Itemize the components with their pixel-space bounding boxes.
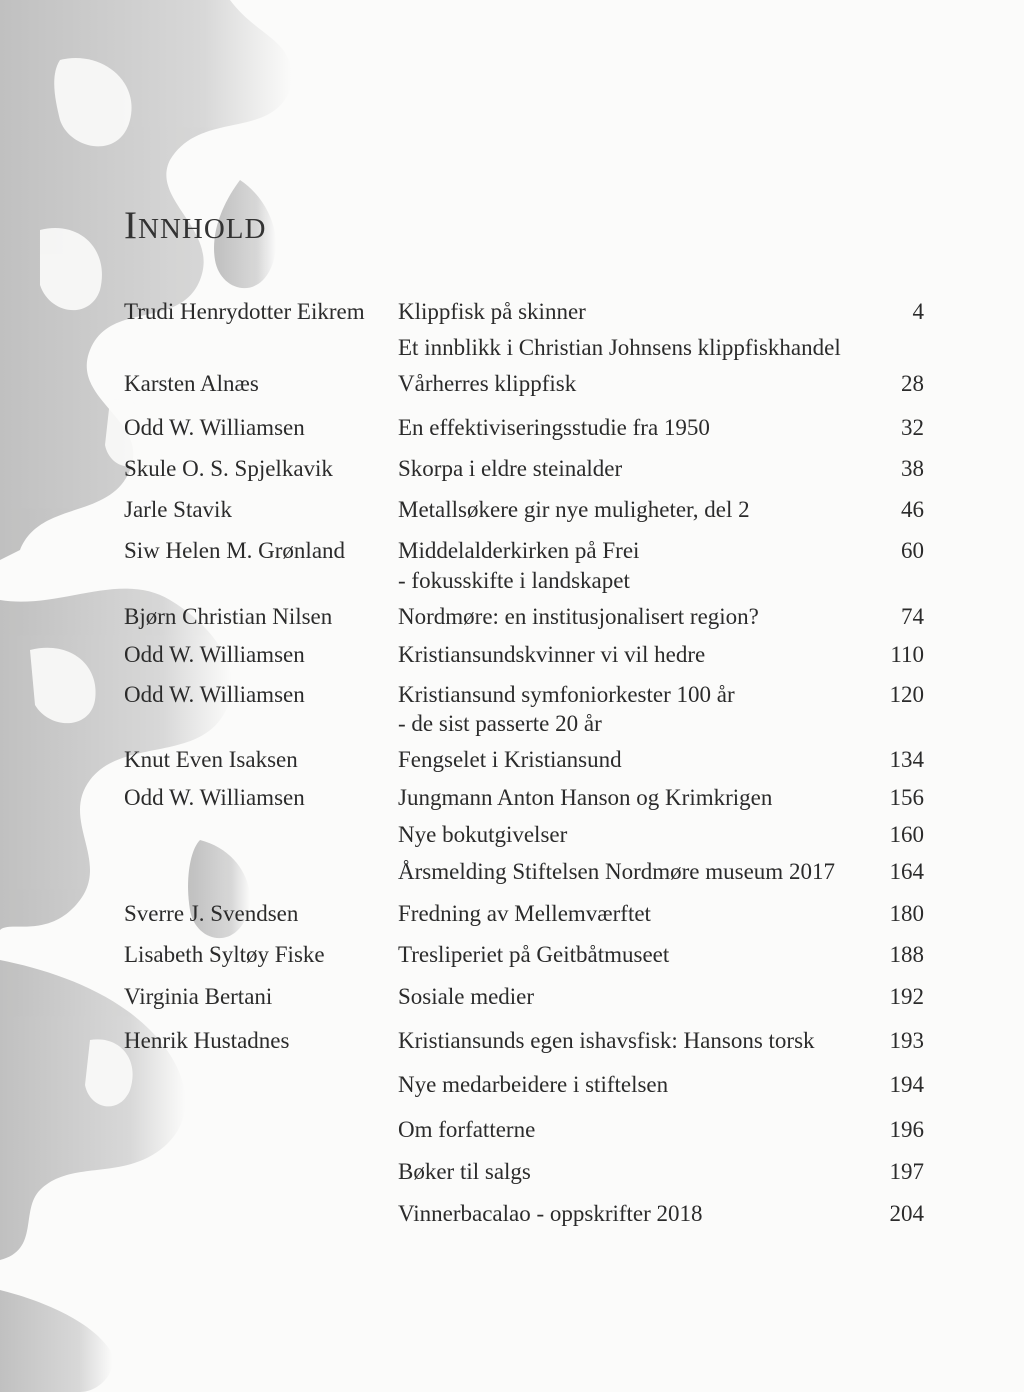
toc-page-number: 193 (889, 1028, 924, 1053)
toc-title: Fredning av Mellemværftet (398, 901, 651, 926)
toc-author: Knut Even Isaksen (124, 747, 298, 772)
toc-title: Årsmelding Stiftelsen Nordmøre museum 2017 (398, 859, 835, 884)
toc-author: Sverre J. Svendsen (124, 901, 299, 926)
toc-author: Siw Helen M. Grønland (124, 538, 346, 563)
toc-title: Klippfisk på skinner (398, 299, 586, 324)
toc-page-number: 38 (901, 456, 924, 481)
page-title-initial: I (124, 204, 138, 247)
toc-page-number: 4 (912, 299, 924, 324)
toc-title: Fengselet i Kristiansund (398, 747, 622, 772)
page-title-rest: NNHOLD (138, 213, 267, 245)
toc-title: Om forfatterne (398, 1117, 536, 1142)
toc-author: Odd W. Williamsen (124, 415, 305, 440)
toc-page-number: 204 (889, 1201, 924, 1226)
toc-author: Jarle Stavik (124, 497, 232, 522)
toc-author: Skule O. S. Spjelkavik (124, 456, 333, 481)
toc-title: Nye bokutgivelser (398, 822, 568, 847)
toc-title: Nye medarbeidere i stiftelsen (398, 1072, 669, 1097)
toc-subtitle: Et innblikk i Christian Johnsens klippfiskhandel (398, 335, 841, 360)
toc-page-number: 180 (889, 901, 924, 926)
toc-page-number: 156 (889, 785, 924, 810)
toc-page-number: 160 (889, 822, 924, 847)
toc-subtitle: - de sist passerte 20 år (398, 711, 602, 736)
toc-page-number: 60 (901, 538, 924, 563)
toc-title: Vårherres klippfisk (398, 371, 577, 396)
toc-title: Tresliperiet på Geitbåtmuseet (398, 942, 670, 967)
toc-page-number: 164 (889, 859, 924, 884)
toc-subtitle: - fokusskifte i landskapet (398, 568, 630, 593)
toc-author: Odd W. Williamsen (124, 682, 305, 707)
toc-title: Kristiansunds egen ishavsfisk: Hansons torsk (398, 1028, 815, 1053)
toc-title: Kristiansundskvinner vi vil hedre (398, 642, 706, 667)
toc-title: Vinnerbacalao - oppskrifter 2018 (398, 1201, 703, 1226)
toc-author: Trudi Henrydotter Eikrem (124, 299, 365, 324)
toc-author: Virginia Bertani (124, 984, 273, 1009)
toc-title: Bøker til salgs (398, 1159, 531, 1184)
toc-title: Middelalderkirken på Frei (398, 538, 640, 563)
toc-page-number: 120 (889, 682, 924, 707)
toc-page-number: 28 (901, 371, 924, 396)
toc-author: Odd W. Williamsen (124, 642, 305, 667)
toc-page-number: 46 (901, 497, 924, 522)
toc-title: Skorpa i eldre steinalder (398, 456, 623, 481)
toc-author: Karsten Alnæs (124, 371, 259, 396)
toc-title: Jungmann Anton Hanson og Krimkrigen (398, 785, 773, 810)
toc-title: Sosiale medier (398, 984, 535, 1009)
toc-author: Henrik Hustadnes (124, 1028, 290, 1053)
toc-title: Nordmøre: en institusjonalisert region? (398, 604, 759, 629)
toc-page-number: 74 (901, 604, 924, 629)
toc-page-number: 32 (901, 415, 924, 440)
toc-title: Metallsøkere gir nye muligheter, del 2 (398, 497, 750, 522)
toc-author: Lisabeth Syltøy Fiske (124, 942, 325, 967)
toc-page-number: 197 (889, 1159, 924, 1184)
toc-page-number: 196 (889, 1117, 924, 1142)
toc-page-number: 110 (890, 642, 924, 667)
toc-page-number: 192 (889, 984, 924, 1009)
toc-title: Kristiansund symfoniorkester 100 år (398, 682, 735, 707)
toc-author: Odd W. Williamsen (124, 785, 305, 810)
toc-page-number: 188 (889, 942, 924, 967)
toc-page-number: 134 (889, 747, 924, 772)
toc-page-number: 194 (889, 1072, 924, 1097)
toc-author: Bjørn Christian Nilsen (124, 604, 333, 629)
toc-title: En effektiviseringsstudie fra 1950 (398, 415, 710, 440)
